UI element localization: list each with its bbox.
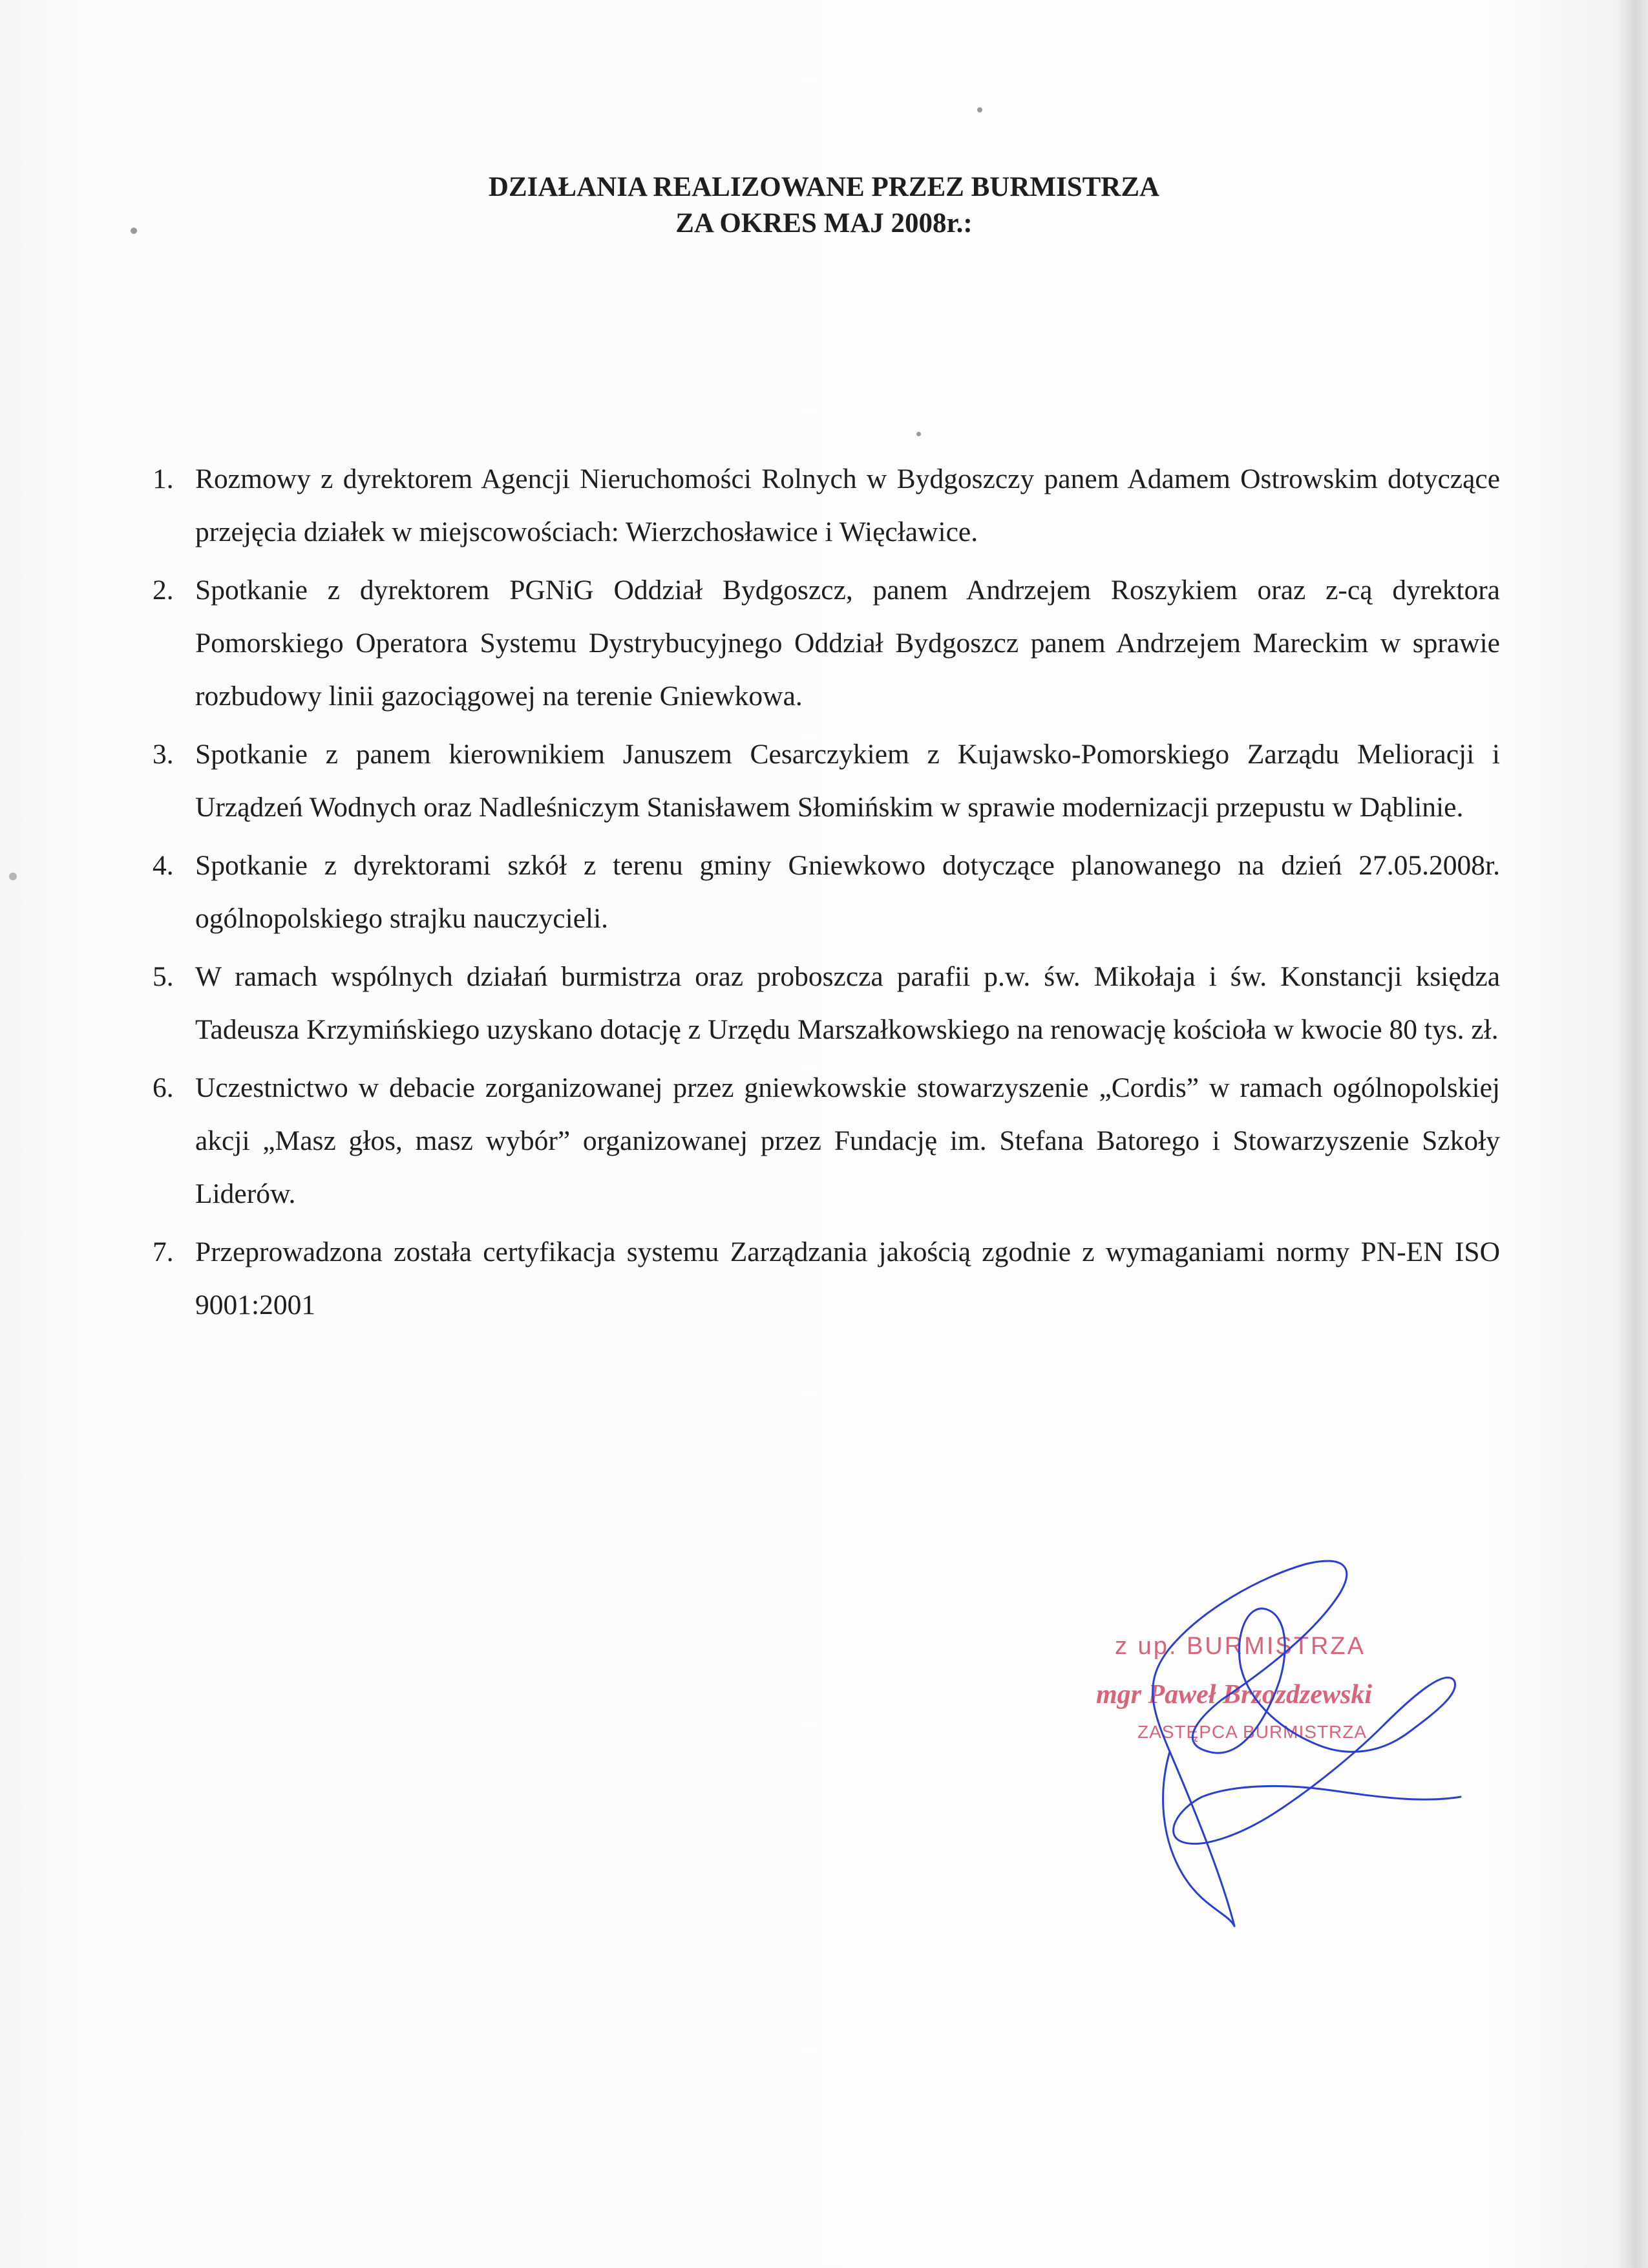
list-item — [153, 1061, 1500, 1220]
list-item — [153, 728, 1500, 834]
list-item — [153, 839, 1500, 945]
item-number: 3. — [153, 739, 174, 770]
scan-speck — [977, 107, 982, 112]
item-text: Spotkanie z panem kierownikiem Januszem Cesarczykiem z Kujawsko-Pomorskiego Zarządu Melioracji i Urządzeń Wodnych oraz Nadleśniczym Stanisławem Słomińskim w sprawie modernizacji przepustu w Dąblinie. — [195, 739, 1500, 823]
item-number: 5. — [153, 961, 174, 992]
stamp-line-3: ZASTĘPCA BURMISTRZA — [1137, 1722, 1368, 1742]
title-line-2: ZA OKRES MAJ 2008r.: — [675, 208, 973, 238]
item-number: 7. — [153, 1236, 174, 1267]
item-text: Przeprowadzona została certyfikacja systemu Zarządzania jakością zgodnie z wymaganiami normy PN-EN ISO 9001:2001 — [195, 1236, 1500, 1320]
item-text: Rozmowy z dyrektorem Agencji Nieruchomości Rolnych w Bydgoszczy panem Adamem Ostrowskim dotyczące przejęcia działek w miejscowościach: Wierzchosławice i Więcławice. — [195, 463, 1500, 547]
item-text: Spotkanie z dyrektorem PGNiG Oddział Bydgoszcz, panem Andrzejem Roszykiem oraz z-cą dyrektora Pomorskiego Operatora Systemu Dystrybucyjnego Oddział Bydgoszcz panem Andrzejem Mareckim w sprawie rozbudowy linii gazociągowej na terenie Gniewkowa. — [195, 575, 1500, 712]
signature-stamp-area — [1073, 1538, 1486, 1991]
item-number: 6. — [153, 1072, 174, 1103]
stamp-line-1: z up. BURMISTRZA — [1115, 1633, 1366, 1660]
item-number: 1. — [153, 463, 174, 494]
handwritten-signature — [1073, 1538, 1486, 1991]
item-text: Uczestnictwo w debacie zorganizowanej przez gniewkowskie stowarzyszenie „Cordis” w ramach ogólnopolskiej akcji „Masz głos, masz wybór” organizowanej przez Fundację im. Stefana Batorego i Stowarzyszenie Szkoły Liderów. — [195, 1072, 1500, 1209]
activity-list — [153, 452, 1500, 1331]
list-item — [153, 452, 1500, 558]
document-title — [0, 169, 1648, 242]
list-item — [153, 1225, 1500, 1331]
list-item — [153, 950, 1500, 1056]
list-item — [153, 564, 1500, 723]
item-text: W ramach wspólnych działań burmistrza oraz proboszcza parafii p.w. św. Mikołaja i św. Konstancji księdza Tadeusza Krzymińskiego uzyskano dotację z Urzędu Marszałkowskiego na renowację kościoła w kwocie 80 tys. zł. — [195, 961, 1500, 1045]
stamp-line-2: mgr Paweł Brzozdzewski — [1096, 1680, 1373, 1710]
scan-speck — [9, 873, 17, 880]
item-text: Spotkanie z dyrektorami szkół z terenu gminy Gniewkowo dotyczące planowanego na dzień 27.05.2008r. ogólnopolskiego strajku nauczycieli. — [195, 850, 1500, 934]
title-line-1: DZIAŁANIA REALIZOWANE PRZEZ BURMISTRZA — [488, 172, 1160, 202]
item-number: 4. — [153, 850, 174, 881]
item-number: 2. — [153, 575, 174, 606]
scan-speck — [916, 432, 921, 436]
scan-edge-shadow — [1618, 0, 1648, 2268]
